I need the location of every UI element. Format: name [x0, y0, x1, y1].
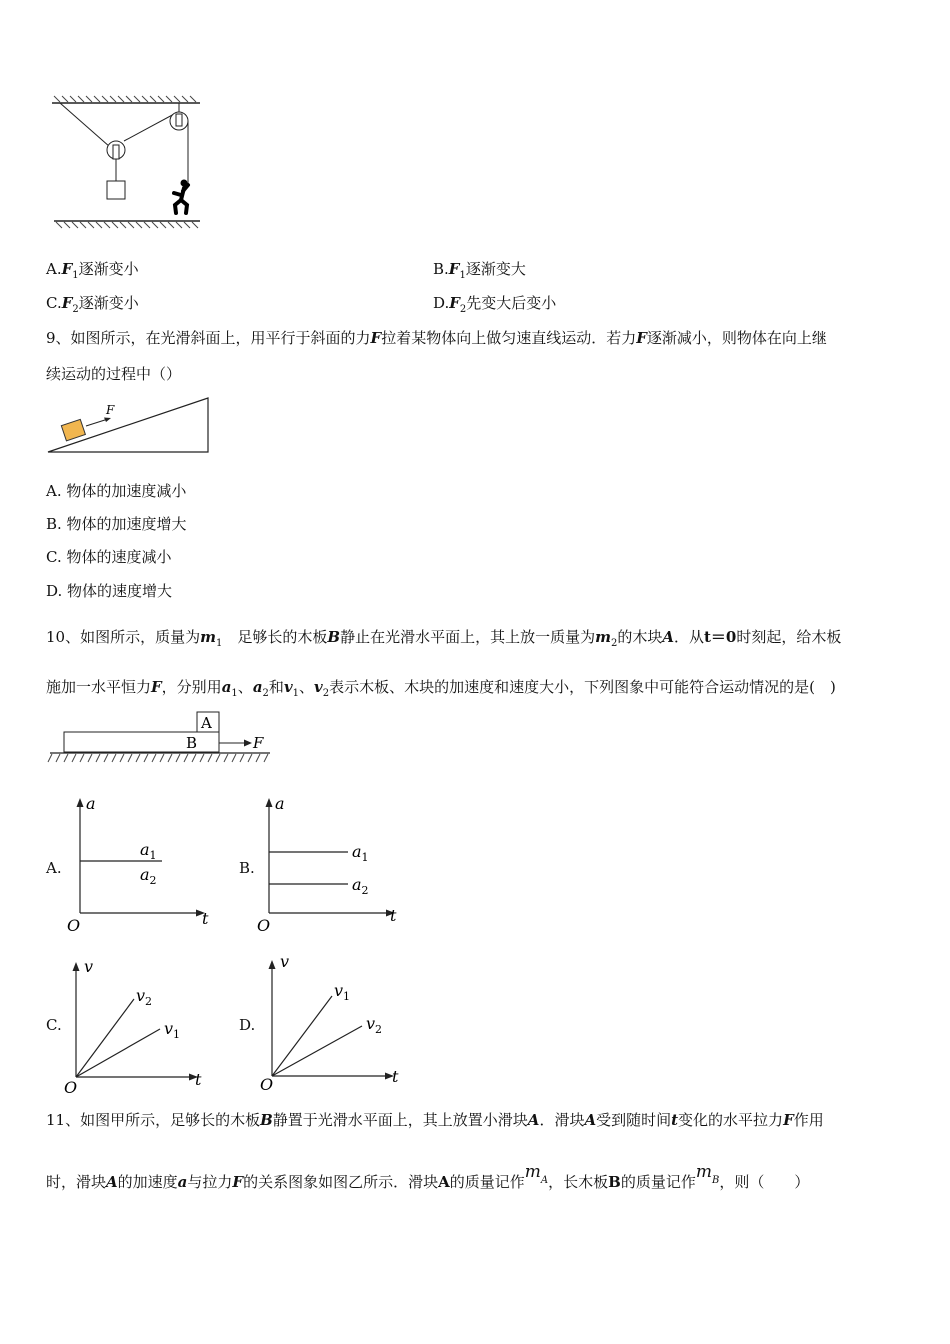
q9-force-label: F: [106, 403, 115, 417]
q10-graph-d-curve2-label: $v_2$: [366, 1014, 383, 1036]
q10-block-a-label: A: [201, 714, 212, 732]
q9-option-c: C. 物体的速度减小: [46, 548, 172, 566]
q8-option-d: $D.F_2$先变大后变小: [433, 294, 557, 315]
q10-graph-c-origin: O: [64, 1078, 78, 1095]
q10-graph-a-label: A.: [46, 859, 62, 877]
q9-incline-figure: [44, 394, 214, 458]
q10-graph-c: [60, 955, 220, 1095]
q10-graph-c-y-axis: v: [84, 957, 94, 976]
q10-stem-line1: 10、如图所示，质量为$m_1$ 足够长的木板B静止在光滑水平面上，其上放一质量为$m_2$的木块A．从t＝0时刻起，给木板: [46, 628, 842, 649]
q10-graph-a-origin: O: [67, 916, 81, 935]
q9-option-d: D. 物体的速度增大: [46, 582, 173, 600]
q9-option-b: B. 物体的加速度增大: [46, 515, 187, 533]
q10-graph-b: [252, 792, 412, 937]
q10-graph-a-curve1-label: $a_1$: [140, 840, 157, 862]
q10-graph-a-curve2-label: $a_2$: [140, 865, 157, 887]
q10-graph-b-x-axis: t: [390, 906, 397, 925]
q10-board-b-label: B: [186, 734, 198, 752]
q10-graph-b-curve2-label: $a_2$: [352, 875, 369, 897]
q10-graph-a-y-axis: a: [86, 794, 96, 813]
q10-graph-c-curve2-label: $v_1$: [164, 1019, 181, 1041]
q10-board-figure: [46, 710, 276, 766]
q11-stem-line2: 时，滑块A的加速度a与拉力F的关系图象如图乙所示．滑块A的质量记作$m_A$，长木板B的质量记作$m_B$，则（ ）: [46, 1162, 810, 1191]
q10-graph-d-origin: O: [260, 1075, 274, 1094]
q10-graph-c-x-axis: t: [195, 1070, 202, 1089]
q10-graph-d: [256, 950, 416, 1095]
q10-graph-b-y-axis: a: [275, 794, 285, 813]
q10-graph-d-x-axis: t: [392, 1067, 399, 1086]
q10-force-label: F: [253, 734, 264, 752]
q8-option-a: $A.F_1$逐渐变小: [46, 260, 139, 281]
q10-graph-b-curve1-label: $a_1$: [352, 842, 369, 864]
q11-stem-line1: 11、如图甲所示，足够长的木板B静置于光滑水平面上，其上放置小滑块A．滑块A受到随时间t变化的水平拉力F作用: [46, 1111, 824, 1129]
q10-graph-a-x-axis: t: [202, 909, 209, 928]
q10-graph-d-curve1-label: $v_1$: [334, 981, 351, 1003]
q8-option-b: $B.F_1$逐渐变大: [433, 260, 526, 281]
q10-stem-line2: 施加一水平恒力F，分别用$a_1$、$a_2$和$v_1$、$v_2$表示木板、木块的加速度和速度大小，下列图象中可能符合运动情况的是( ): [46, 678, 836, 699]
q9-option-a: A. 物体的加速度减小: [46, 482, 187, 500]
q10-graph-d-label: D.: [239, 1016, 256, 1034]
q10-graph-a: [62, 792, 222, 937]
q8-pulley-figure: [48, 95, 208, 230]
q10-graph-c-label: C.: [46, 1016, 62, 1034]
q8-option-c: $C.F_2$逐渐变小: [46, 294, 139, 315]
q10-graph-c-curve1-label: $v_2$: [136, 986, 153, 1008]
q10-graph-b-origin: O: [257, 916, 271, 935]
q10-graph-b-label: B.: [239, 859, 255, 877]
q9-stem-line2: 续运动的过程中（）: [46, 365, 182, 383]
q10-graph-d-y-axis: v: [280, 952, 290, 971]
q9-stem-line1: 9、如图所示，在光滑斜面上，用平行于斜面的力F拉着某物体向上做匀速直线运动．若力F逐渐减小，则物体在向上继: [46, 329, 827, 347]
